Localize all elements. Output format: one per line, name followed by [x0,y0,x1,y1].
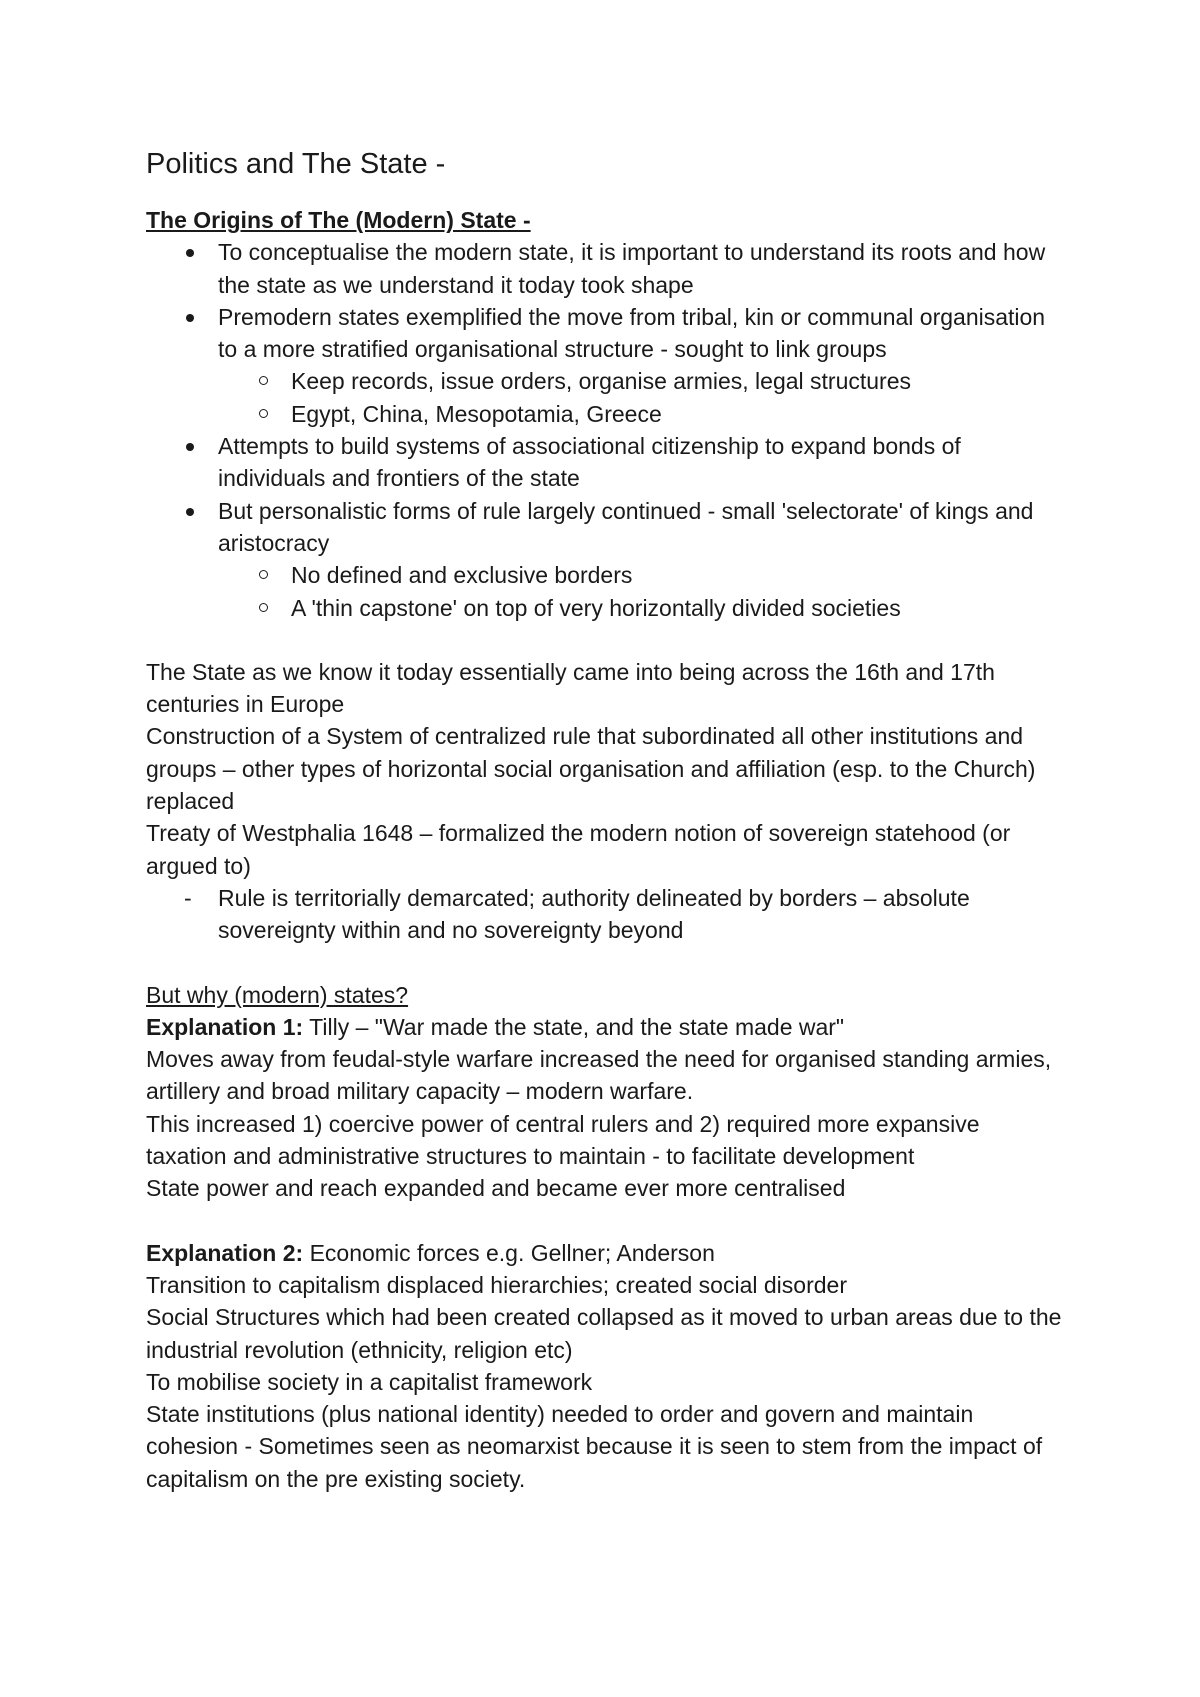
explanation-2 [146,1237,1066,1269]
dash-item: - Rule is territorially demarcated; authority delineated by borders – absolute sovereignty within and no sovereignty beyond [146,882,1066,947]
section-heading-why-states: But why (modern) states? [146,981,409,1008]
explanation-1-label: Explanation 1: [146,1013,304,1040]
page-title: Politics and The State - [146,148,446,180]
spacer [146,624,1066,656]
paragraph: State institutions (plus national identity) needed to order and govern and maintain cohesion - Sometimes seen as neomarxist because it is seen to stem from the impact of capitalism on the pre existing society. [146,1401,1043,1492]
bullet-item: But personalistic forms of rule largely continued - small 'selectorate' of kings and aristocracy [146,495,1066,560]
spacer [146,1205,1066,1237]
paragraph: Transition to capitalism displaced hierarchies; created social disorder [146,1271,847,1298]
explanation-2-label: Explanation 2: [146,1239,304,1266]
dash-list [146,882,1066,947]
paragraph: State power and reach expanded and became ever more centralised [146,1175,846,1202]
paragraph: Moves away from feudal-style warfare increased the need for organised standing armies, artillery and broad military capacity – modern warfare. [146,1046,1052,1105]
paragraph: Social Structures which had been created collapsed as it moved to urban areas due to the industrial revolution (ethnicity, religion etc) [146,1304,1062,1363]
paragraph: Treaty of Westphalia 1648 – formalized the modern notion of sovereign statehood (or argued to) [146,820,1011,879]
paragraph: Construction of a System of centralized rule that subordinated all other institutions and groups – other types of horizontal social organisation and affiliation (esp. to the Church) replaced [146,723,1036,815]
document-body [146,142,1066,1495]
paragraph: To mobilise society in a capitalist framework [146,1368,593,1395]
bullet-item: Premodern states exemplified the move from tribal, kin or communal organisation to a more stratified organisational structure - sought to link groups [146,301,1066,366]
origins-bullet-list [146,236,1066,624]
bullet-item: Attempts to build systems of associational citizenship to expand bonds of individuals and frontiers of the state [146,430,1066,495]
sub-bullet-item: A 'thin capstone' on top of very horizontally divided societies [146,592,1066,624]
paragraph: This increased 1) coercive power of central rulers and 2) required more expansive taxation and administrative structures to maintain - to facilitate development [146,1110,980,1170]
section-heading-origins: The Origins of The (Modern) State - [146,207,531,233]
sub-bullet-item: Egypt, China, Mesopotamia, Greece [146,398,1066,430]
explanation-1-text: Tilly – "War made the state, and the state made war" [303,1013,845,1040]
bullet-item: To conceptualise the modern state, it is important to understand its roots and how the state as we understand it today took shape [146,236,1066,301]
explanation-1 [146,1011,1066,1043]
sub-bullet-item: Keep records, issue orders, organise armies, legal structures [146,365,1066,397]
paragraph: The State as we know it today essentially came into being across the 16th and 17th centuries in Europe [146,658,995,718]
explanation-2-text: Economic forces e.g. Gellner; Anderson [303,1239,715,1266]
spacer [146,947,1066,979]
sub-bullet-item: No defined and exclusive borders [146,559,1066,591]
